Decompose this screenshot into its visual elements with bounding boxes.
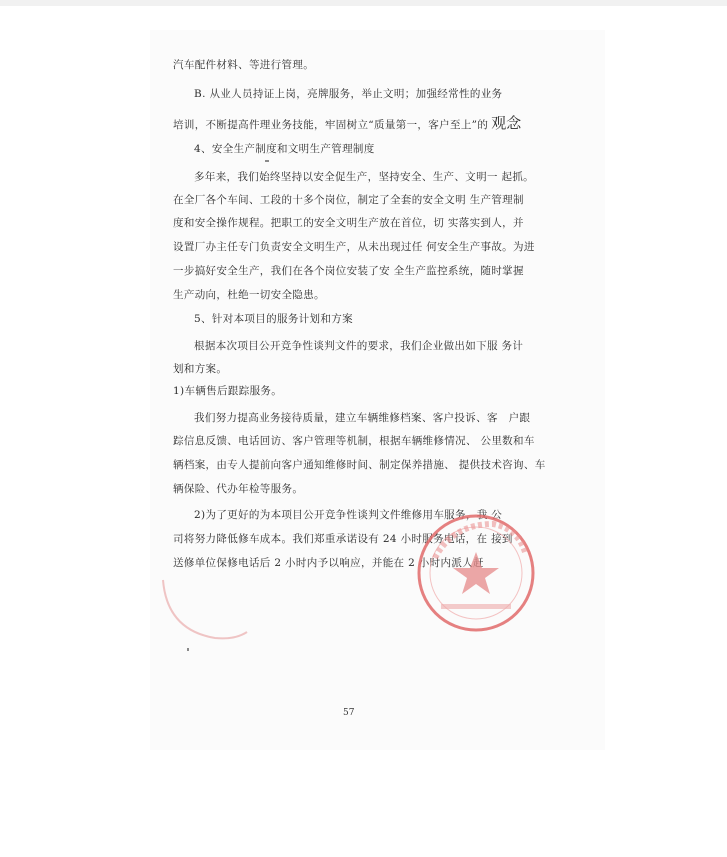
text-line: 设置厂办主任专门负责安全文明生产，从未出现过任 何安全生产事故。为进	[173, 241, 535, 253]
text-line: 我们努力提高业务接待质量，建立车辆维修档案、客户投诉、客 户跟	[194, 412, 531, 424]
scan-speck	[187, 648, 189, 651]
section-heading: 4、安全生产制度和文明生产管理制度	[194, 143, 375, 155]
partial-seal-mark	[155, 560, 255, 650]
text-line: 送修单位保修电话后 2 小时内予以响应，并能在 2 小时内派人赶	[173, 557, 484, 569]
page-number: 57	[343, 708, 355, 718]
section-heading: 5、针对本项目的服务计划和方案	[194, 313, 353, 325]
text-line: 划和方案。	[173, 363, 228, 375]
text-line: 辆档案，由专人提前向客户通知维修时间、制定保养措施、 提供技术咨询、车	[173, 459, 546, 471]
text-line: 生产动向，杜绝一切安全隐患。	[173, 289, 325, 301]
text-line: 2)为了更好的为本项目公开竞争性谈判文件维修用车服务，我 公	[194, 509, 503, 521]
text-line: 司将努力降低修车成本。我们郑重承诺设有 24 小时服务电话，在 接到	[173, 533, 513, 545]
text-line: 汽车配件材料、等进行管理。	[173, 59, 315, 71]
viewer-top-bar	[0, 0, 727, 6]
text-line: 根据本次项目公开竞争性谈判文件的要求，我们企业做出如下服 务计	[194, 340, 524, 352]
subheading: 1)车辆售后跟踪服务。	[173, 385, 283, 397]
text-line: B. 从业人员持证上岗，亮牌服务，举止文明；加强经常性的业务	[194, 88, 503, 100]
text-line: 辆保险、代办年检等服务。	[173, 483, 304, 495]
text-line: 度和安全操作规程。把职工的安全文明生产放在首位，切 实落实到人，并	[173, 217, 524, 229]
text-line: 在全厂各个车间、工段的十多个岗位，制定了全套的安全文明 生产管理制	[173, 194, 524, 206]
text-line: 踪信息反馈、电话回访、客户管理等机制，根据车辆维修情况、 公里数和车	[173, 435, 535, 447]
scan-speck	[265, 160, 269, 162]
text-line: 多年来，我们始终坚持以安全促生产，坚持安全、生产、文明一 起抓。	[194, 171, 535, 183]
text-line	[173, 116, 521, 132]
text-line-body: 培训，不断提高件理业务技能，牢固树立“质量第一，客户至上”的	[173, 119, 489, 131]
emphasis-word: 观念	[491, 114, 522, 132]
company-seal	[413, 510, 539, 636]
text-line: 一步搞好安全生产，我们在各个岗位安装了安 全生产监控系统，随时掌握	[173, 265, 524, 277]
